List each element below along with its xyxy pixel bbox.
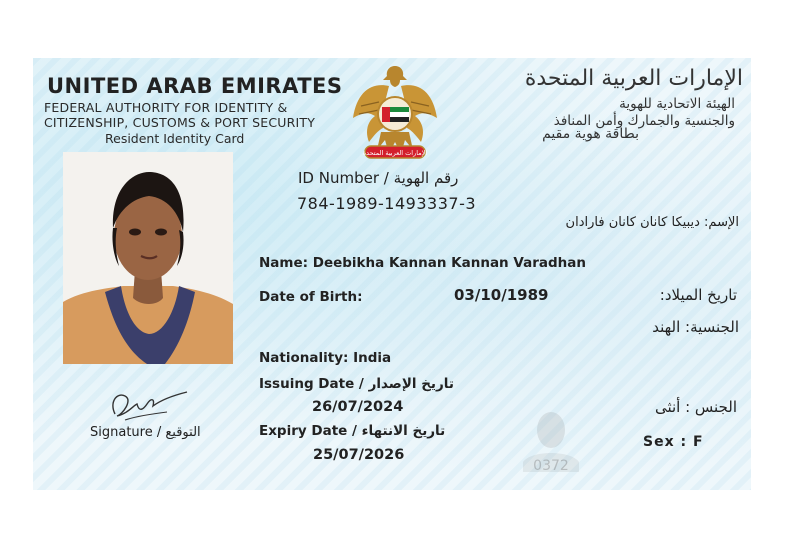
dob-label-ar: تاريخ الميلاد: [659,286,737,304]
sex-ar [655,398,737,416]
id-card [33,58,751,490]
sex-value-en: F [692,434,704,450]
signature-label-ar: التوقيع [165,425,201,440]
dob-value: 03/10/1989 [454,286,549,304]
id-number-label [298,169,458,187]
card-type-ar: بطاقة هوية مقيم [542,126,639,142]
nationality-en [259,350,391,366]
svg-text:الإمارات العربية المتحدة: الإمارات العربية المتحدة [362,149,428,157]
holder-photo [63,152,233,364]
sex-value-ar: أنثى [654,398,681,416]
id-number-label-en: ID Number / [298,169,389,187]
authority-en-line2: CITIZENSHIP, CUSTOMS & PORT SECURITY [44,115,316,130]
signature-label-en: Signature / [90,425,162,440]
issuing-date-label-ar: تاريخ الإصدار [368,376,454,392]
dob-label-en: Date of Birth: [259,289,363,305]
issuing-date-value: 26/07/2024 [312,399,404,415]
nationality-value-en: India [353,350,392,366]
authority-ar-line2: والجنسية والجمارك وأمن المنافذ [553,113,735,129]
signature-image [107,384,193,426]
country-name-en: UNITED ARAB EMIRATES [47,74,343,98]
expiry-date-label-en: Expiry Date / [259,423,357,439]
nationality-label-en: Nationality: [259,350,349,366]
uae-emblem-icon [349,62,441,166]
nationality-ar [652,318,739,336]
sex-label-en: Sex : [643,434,688,450]
issuing-date-label-en: Issuing Date / [259,376,364,392]
id-number-value: 784-1989-1493337-3 [297,194,477,213]
authority-en-line1: FEDERAL AUTHORITY FOR IDENTITY & [44,100,288,115]
nationality-value-ar: الهند [652,318,681,336]
sex-label-ar: الجنس : [685,398,737,416]
name-label-ar: الإسم: [704,215,739,230]
authority-ar-line1: الهيئة الاتحادية للهوية [619,96,735,112]
expiry-date-label-ar: تاريخ الانتهاء [361,423,446,439]
id-number-label-ar: رقم الهوية [393,169,459,187]
name-value-en: Deebikha Kannan Kannan Varadhan [312,255,586,271]
name-value-ar: ديبيكا كانان كانان فارادان [565,215,700,230]
card-type-en: Resident Identity Card [105,131,245,146]
country-name-ar: الإمارات العربية المتحدة [524,66,743,91]
signature-label [90,425,201,440]
name-en [259,255,586,271]
expiry-date-label [259,423,445,439]
expiry-date-value: 25/07/2026 [313,447,405,463]
ghost-image-number: 0372 [533,458,569,474]
nationality-label-ar: الجنسية: [685,318,739,336]
issuing-date-label [259,376,454,392]
name-label-en: Name: [259,255,309,271]
sex-en [643,434,704,450]
ghost-image [513,400,589,480]
name-ar [566,215,739,230]
